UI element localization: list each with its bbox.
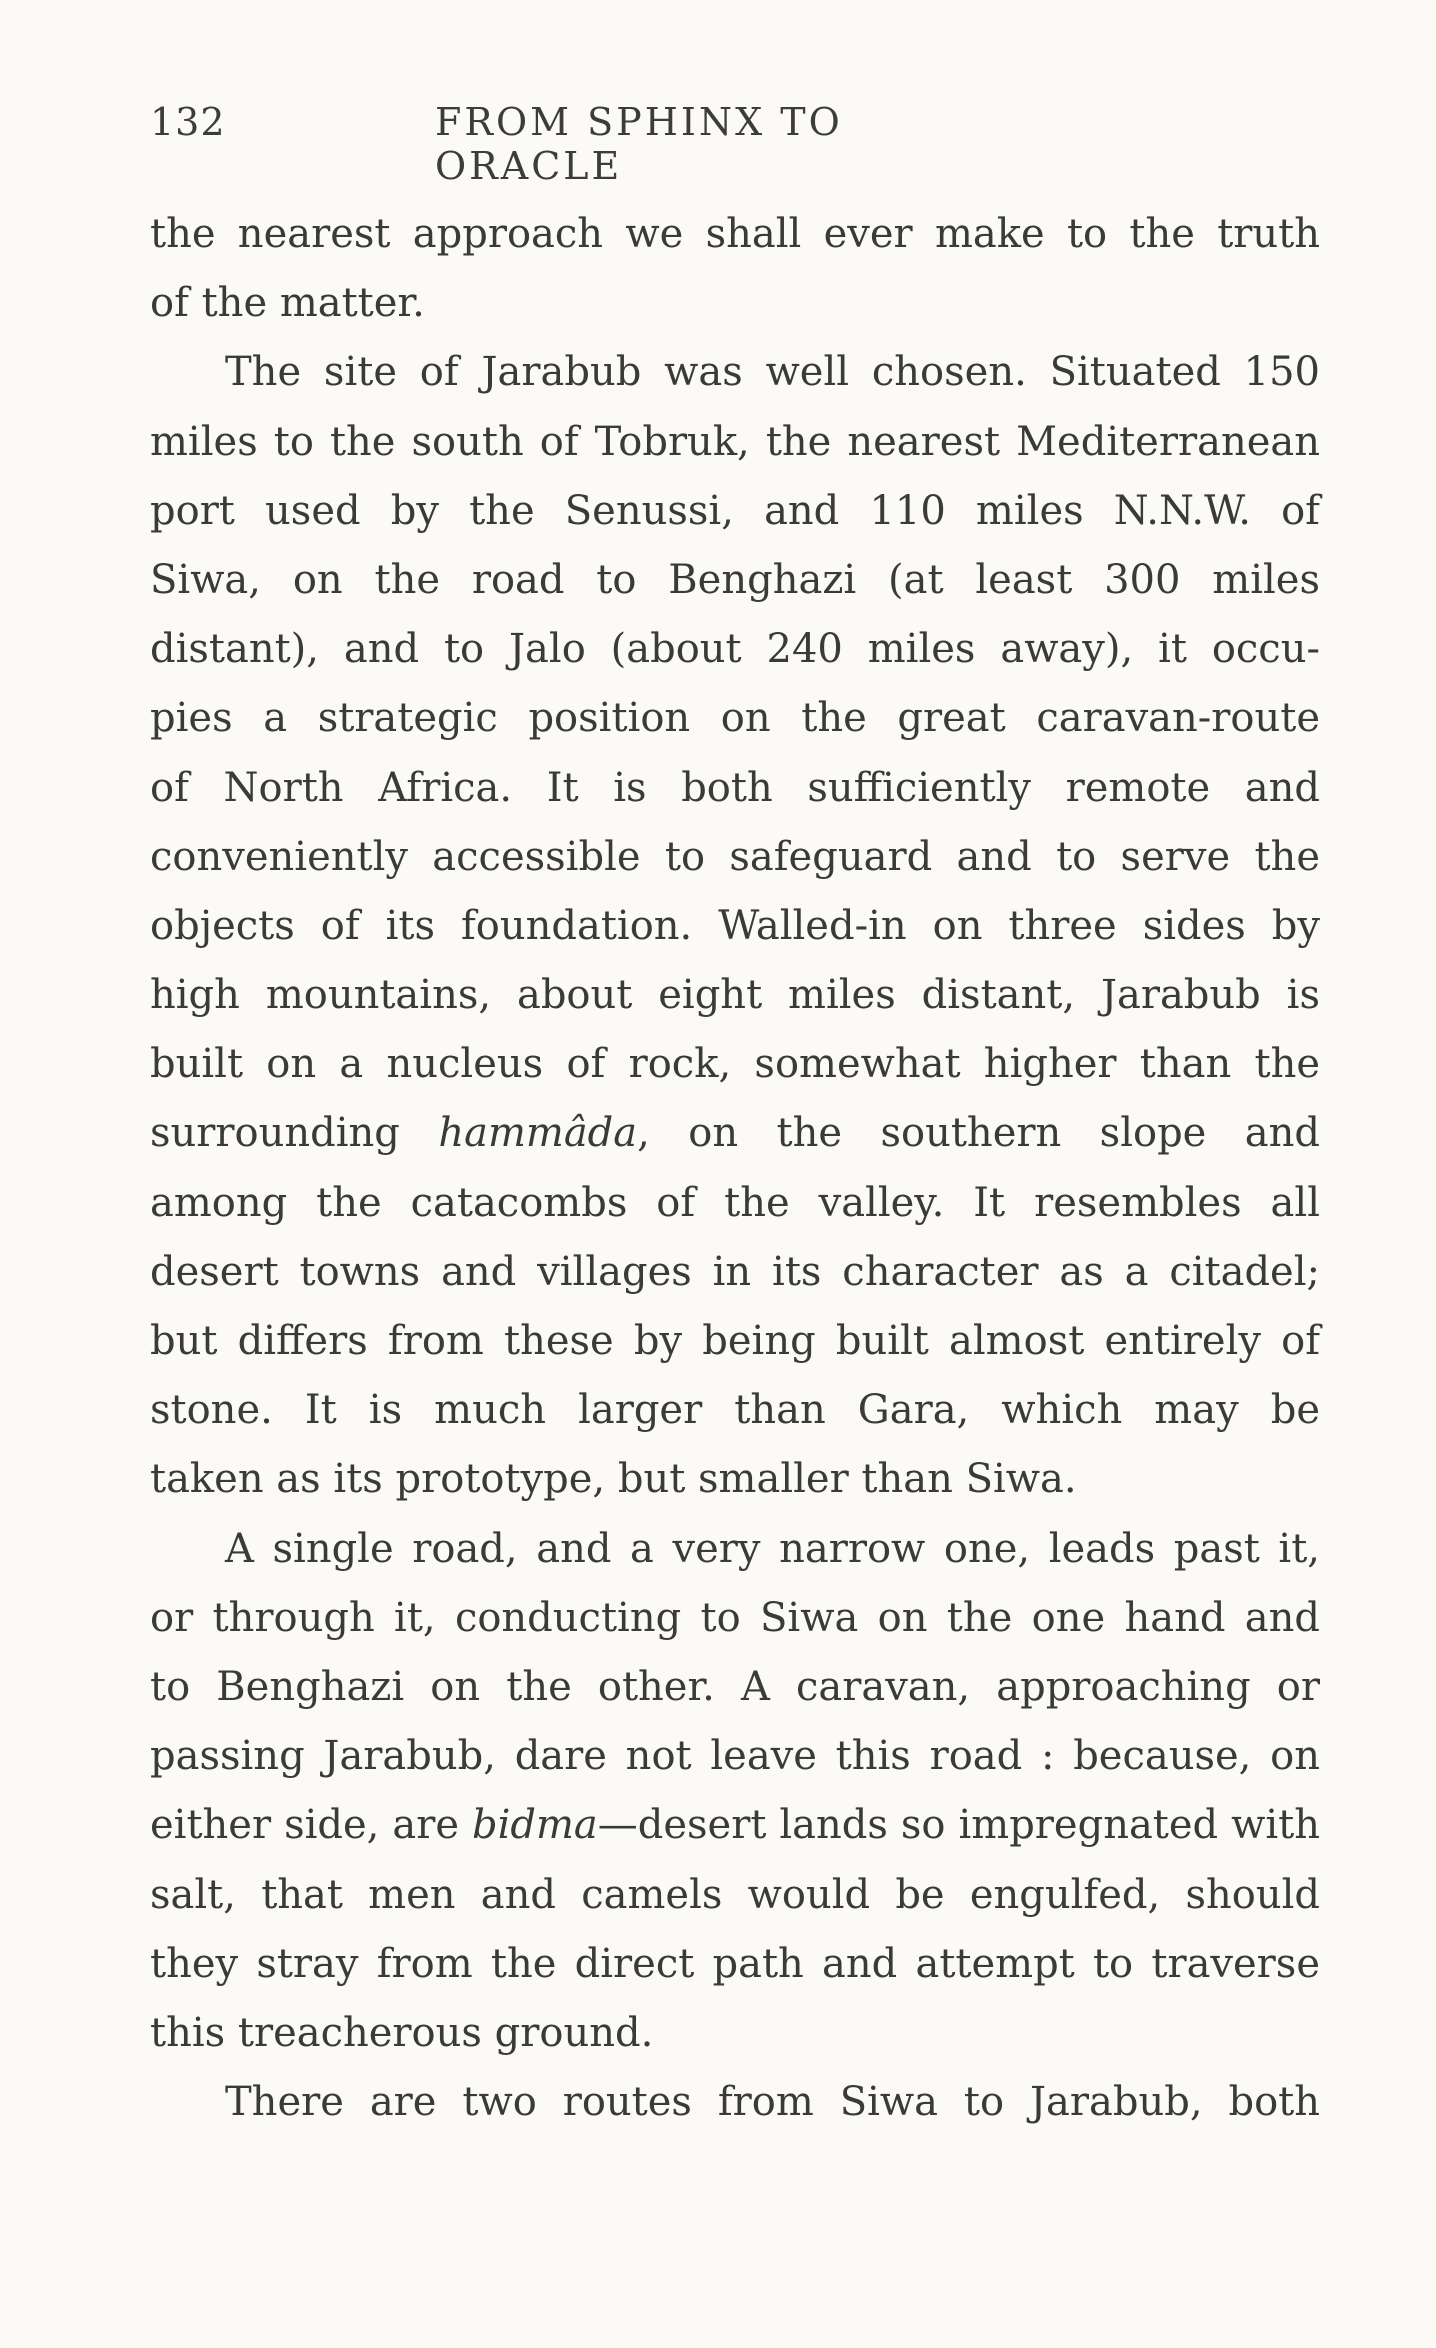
- text-line-with-italic: [150, 1099, 1320, 1168]
- paragraph-start-line: There are two routes from Siwa to Jarabub, both: [225, 2079, 1320, 2126]
- text-line: port used by the Senussi, and 110 miles N.N.W. of: [150, 487, 1320, 534]
- text-segment: either side, are: [150, 1802, 472, 1849]
- running-title: FROM SPHINX TO ORACLE: [435, 100, 843, 188]
- text-line: taken as its prototype, but smaller than Siwa.: [150, 1456, 1077, 1503]
- paragraph-start-line: A single road, and a very narrow one, leads past it,: [225, 1525, 1320, 1572]
- text-line: they stray from the direct path and attempt to traverse: [150, 1940, 1320, 1987]
- text-line: or through it, conducting to Siwa on the one hand and: [150, 1594, 1320, 1641]
- running-header: [150, 100, 1035, 188]
- text-line: miles to the south of Tobruk, the nearest Mediterranean: [150, 418, 1320, 465]
- page-number: 132: [150, 100, 226, 144]
- text-line: Siwa, on the road to Benghazi (at least 300 miles: [150, 556, 1320, 603]
- body-text: [150, 200, 1320, 2137]
- text-line: but differs from these by being built almost entirely of: [150, 1318, 1320, 1364]
- text-segment: —desert lands so impregnated with: [597, 1802, 1320, 1849]
- text-line: this treacherous ground.: [150, 2009, 654, 2056]
- text-line: distant), and to Jalo (about 240 miles away), it occu-: [150, 626, 1320, 673]
- text-segment: , on the southern slope and: [637, 1110, 1321, 1157]
- text-line: salt, that men and camels would be engulfed, should: [150, 1871, 1320, 1918]
- text-line: pies a strategic position on the great caravan-route: [150, 695, 1320, 742]
- text-line: stone. It is much larger than Gara, which may be: [150, 1387, 1320, 1434]
- text-line: to Benghazi on the other. A caravan, approaching or: [150, 1663, 1320, 1710]
- text-line: desert towns and villages in its character as a citadel;: [150, 1248, 1320, 1295]
- text-line: of North Africa. It is both sufficiently remote and: [150, 764, 1320, 811]
- text-line: the nearest approach we shall ever make to the truth: [150, 211, 1320, 257]
- italic-term: hammâda: [438, 1110, 638, 1157]
- text-line: passing Jarabub, dare not leave this road : because, on: [150, 1733, 1320, 1780]
- text-line: built on a nucleus of rock, somewhat higher than the: [150, 1041, 1320, 1088]
- text-line: conveniently accessible to safeguard and to serve the: [150, 833, 1320, 880]
- text-line: of the matter.: [150, 280, 425, 327]
- paragraph-start-line: The site of Jarabub was well chosen. Situated 150: [225, 349, 1320, 396]
- text-line: among the catacombs of the valley. It resembles all: [150, 1179, 1320, 1226]
- text-line: objects of its foundation. Walled-in on three sides by: [150, 902, 1320, 949]
- text-segment: surrounding: [150, 1110, 439, 1157]
- text-line: high mountains, about eight miles distant, Jarabub is: [150, 972, 1320, 1019]
- text-line-with-italic: [150, 1791, 1320, 1860]
- italic-term: bidma: [471, 1802, 598, 1849]
